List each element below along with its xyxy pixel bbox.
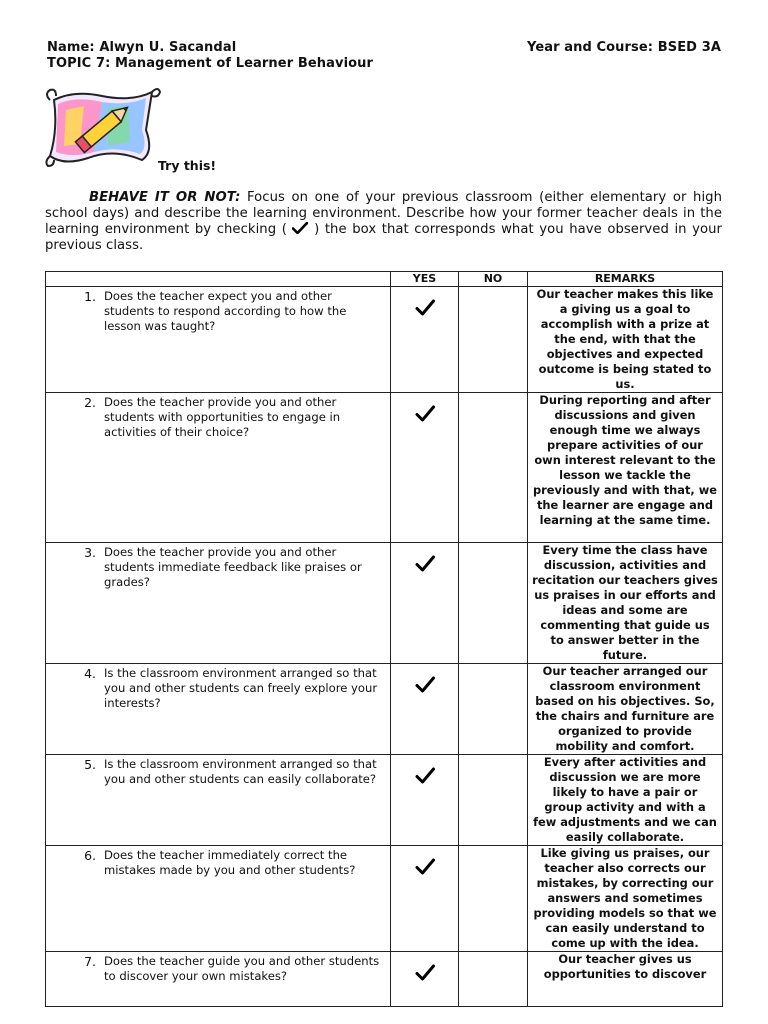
yes-cell[interactable] — [391, 287, 459, 393]
activity-text-part1: Focus on one of your previous classroom (either elementary or high school days) and describe the learning environment. Describe how your former teacher deals in the learning environment by checking ( — [45, 190, 722, 237]
question-text: Does the teacher immediately correct the mistakes made by you and other students? — [104, 848, 356, 877]
table-row — [46, 952, 723, 1007]
remarks-cell: Our teacher makes this like a giving us a goal to accomplish with a prize at the end, with that the objectives and expected outcome is being stated to us. — [528, 287, 723, 393]
checkmark-icon — [415, 767, 435, 784]
activity-lead: BEHAVE IT OR NOT: — [89, 190, 241, 205]
no-cell[interactable] — [459, 287, 528, 393]
checkmark-icon — [415, 964, 435, 981]
yes-cell[interactable] — [391, 755, 459, 846]
header-yes: YES — [391, 272, 459, 287]
question-text: Does the teacher provide you and other students immediate feedback like praises or grades? — [104, 545, 362, 589]
question-number: 1. — [84, 289, 96, 304]
checkmark-icon — [415, 405, 435, 422]
question-number: 3. — [84, 545, 96, 560]
yes-cell[interactable] — [391, 846, 459, 952]
question-text: Does the teacher expect you and other students to respond according to how the lesson was taught? — [104, 289, 347, 333]
question-number: 7. — [84, 954, 96, 969]
question-text: Is the classroom environment arranged so that you and other students can easily collaborate? — [104, 757, 377, 786]
remarks-cell: Every after activities and discussion we are more likely to have a pair or group activity and with a few adjustments and we can easily collaborate. — [528, 755, 723, 846]
header-no: NO — [459, 272, 528, 287]
yes-cell[interactable] — [391, 952, 459, 1007]
behaviour-checklist-table — [45, 271, 723, 1007]
question-cell — [46, 543, 391, 664]
question-cell — [46, 755, 391, 846]
pencil-banner-clipart — [44, 86, 162, 168]
question-cell — [46, 846, 391, 952]
remarks-cell: Like giving us praises, our teacher also corrects our mistakes, by correcting our answers and sometimes providing models so that we can easily understand to come up with the idea. — [528, 846, 723, 952]
question-cell — [46, 393, 391, 543]
topic-title: TOPIC 7: Management of Learner Behaviour — [47, 56, 374, 71]
checkmark-icon — [415, 555, 435, 572]
question-cell — [46, 287, 391, 393]
table-row — [46, 846, 723, 952]
table-header-row — [46, 272, 723, 287]
table-row — [46, 287, 723, 393]
no-cell[interactable] — [459, 755, 528, 846]
checkmark-icon — [292, 222, 308, 234]
yes-cell[interactable] — [391, 664, 459, 755]
question-number: 4. — [84, 666, 96, 681]
no-cell[interactable] — [459, 543, 528, 664]
question-number: 5. — [84, 757, 96, 772]
remarks-cell: During reporting and after discussions and given enough time we always prepare activities of our own interest relevant to the lesson we tackle the previously and with that, we the learner are engage and learning at the same time. — [528, 393, 723, 543]
try-this-label: Try this! — [158, 158, 217, 173]
question-text: Does the teacher guide you and other students to discover your own mistakes? — [104, 954, 380, 983]
question-text: Does the teacher provide you and other students with opportunities to engage in activities of their choice? — [104, 395, 341, 439]
table-row — [46, 393, 723, 543]
question-cell — [46, 952, 391, 1007]
question-text: Is the classroom environment arranged so that you and other students can freely explore your interests? — [104, 666, 378, 710]
table-row — [46, 755, 723, 846]
yes-cell[interactable] — [391, 543, 459, 664]
checkmark-icon — [415, 858, 435, 875]
header-remarks: REMARKS — [528, 272, 723, 287]
activity-text-part2: ) the box that corresponds what you have observed in your previous class. — [45, 222, 722, 253]
table-row — [46, 543, 723, 664]
student-name: Name: Alwyn U. Sacandal — [47, 40, 237, 55]
no-cell[interactable] — [459, 393, 528, 543]
table-row — [46, 664, 723, 755]
remarks-cell: Our teacher arranged our classroom environment based on his objectives. So, the chairs and furniture are organized to provide mobility and comfort. — [528, 664, 723, 755]
checkmark-icon — [415, 676, 435, 693]
no-cell[interactable] — [459, 952, 528, 1007]
no-cell[interactable] — [459, 664, 528, 755]
yes-cell[interactable] — [391, 393, 459, 543]
no-cell[interactable] — [459, 846, 528, 952]
remarks-cell: Our teacher gives us opportunities to discover — [528, 952, 723, 1007]
activity-instructions — [45, 190, 722, 254]
question-number: 6. — [84, 848, 96, 863]
question-cell — [46, 664, 391, 755]
header-question — [46, 272, 391, 287]
question-number: 2. — [84, 395, 96, 410]
year-and-course: Year and Course: BSED 3A — [527, 40, 721, 55]
checkmark-icon — [415, 299, 435, 316]
remarks-cell: Every time the class have discussion, activities and recitation our teachers gives us praises in our efforts and ideas and some are commenting that guide us to answer better in the future. — [528, 543, 723, 664]
